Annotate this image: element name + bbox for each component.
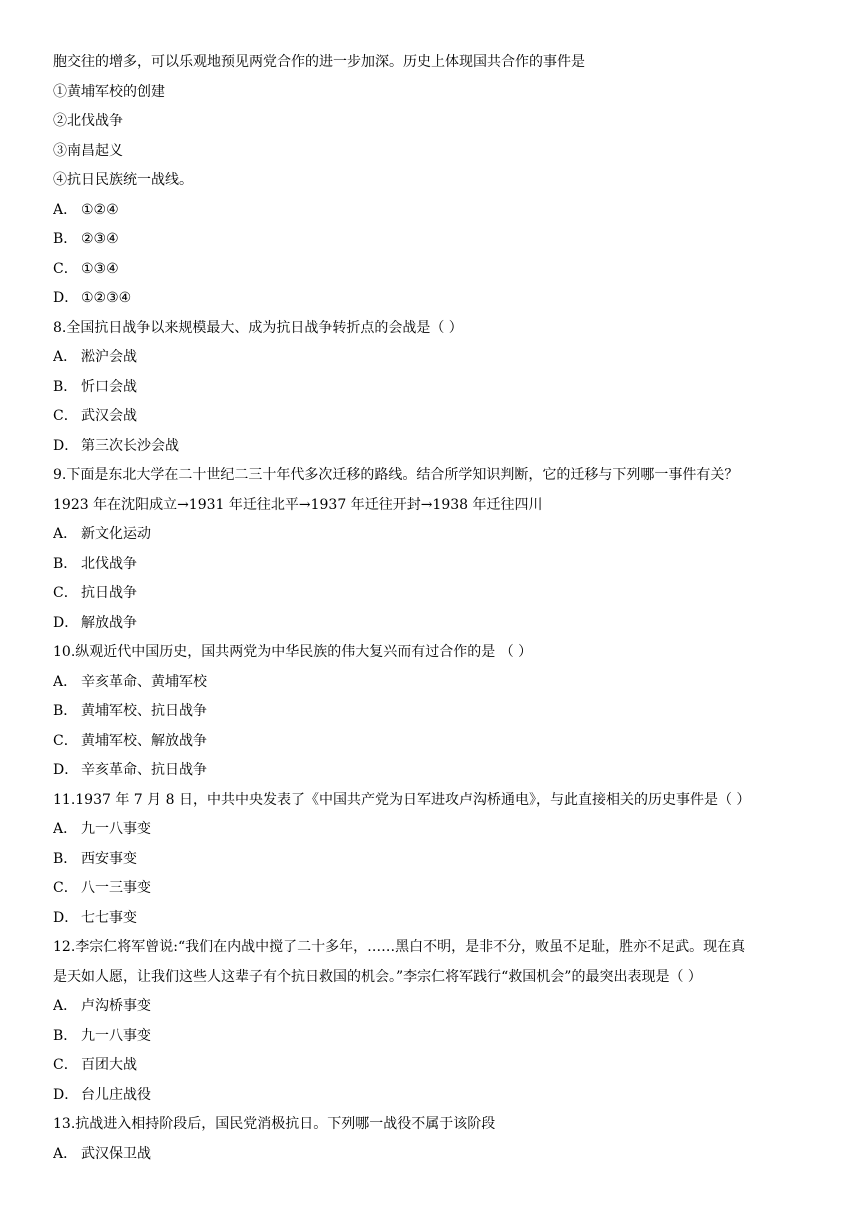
question-line: 11.1937 年 7 月 8 日，中共中央发表了《中国共产党为日军进攻卢沟桥通电》，与此直接相关的历史事件是（ ） — [53, 792, 751, 808]
option-line: B． 九一八事变 — [53, 1028, 151, 1044]
option-line: B． 黄埔军校、抗日战争 — [53, 703, 207, 719]
option-line: D． 七七事变 — [53, 910, 137, 926]
option-line: B． 忻口会战 — [53, 379, 137, 395]
text-line: 1923 年在沈阳成立→1931 年迁往北平→1937 年迁往开封→1938 年迁往四川 — [53, 497, 543, 513]
option-line: A． 九一八事变 — [53, 821, 151, 837]
text-line: 是天如人愿，让我们这些人这辈子有个抗日救国的机会。”李宗仁将军践行“救国机会”的最突出表现是（ ） — [53, 969, 702, 985]
option-line: C． ①③④ — [53, 261, 119, 277]
option-line: C． 黄埔军校、解放战争 — [53, 733, 207, 749]
statement-line: ④抗日民族统一战线。 — [53, 172, 193, 188]
option-line: C． 武汉会战 — [53, 408, 137, 424]
option-line: A． ①②④ — [53, 202, 119, 218]
option-line: D． 解放战争 — [53, 615, 137, 631]
statement-line: ②北伐战争 — [53, 113, 123, 129]
question-line: 8.全国抗日战争以来规模最大、成为抗日战争转折点的会战是（ ） — [53, 320, 463, 336]
option-line: A． 武汉保卫战 — [53, 1146, 151, 1162]
question-line: 10.纵观近代中国历史，国共两党为中华民族的伟大复兴而有过合作的是 （ ） — [53, 644, 533, 660]
option-line: D． ①②③④ — [53, 290, 132, 306]
statement-line: ①黄埔军校的创建 — [53, 84, 165, 100]
option-line: A． 淞沪会战 — [53, 349, 137, 365]
question-line: 12.李宗仁将军曾说:“我们在内战中搅了二十多年，……黑白不明，是非不分，败虽不足耻，胜亦不足武。现在真 — [53, 939, 746, 955]
option-line: A． 辛亥革命、黄埔军校 — [53, 674, 207, 690]
option-line: C． 百团大战 — [53, 1057, 137, 1073]
option-line: C． 八一三事变 — [53, 880, 151, 896]
question-line: 9.下面是东北大学在二十世纪二三十年代多次迁移的路线。结合所学知识判断，它的迁移与下列哪一事件有关？ — [53, 467, 739, 483]
option-line: D． 辛亥革命、抗日战争 — [53, 762, 207, 778]
option-line: A． 卢沟桥事变 — [53, 998, 151, 1014]
option-line: B． 西安事变 — [53, 851, 137, 867]
text-line: 胞交往的增多，可以乐观地预见两党合作的进一步加深。历史上体现国共合作的事件是 — [53, 54, 585, 70]
option-line: A． 新文化运动 — [53, 526, 151, 542]
option-line: D． 第三次长沙会战 — [53, 438, 179, 454]
option-line: C． 抗日战争 — [53, 585, 137, 601]
option-line: D． 台儿庄战役 — [53, 1087, 151, 1103]
option-line: B． 北伐战争 — [53, 556, 137, 572]
option-line: B． ②③④ — [53, 231, 119, 247]
question-line: 13.抗战进入相持阶段后，国民党消极抗日。下列哪一战役不属于该阶段 — [53, 1116, 496, 1132]
statement-line: ③南昌起义 — [53, 143, 123, 159]
